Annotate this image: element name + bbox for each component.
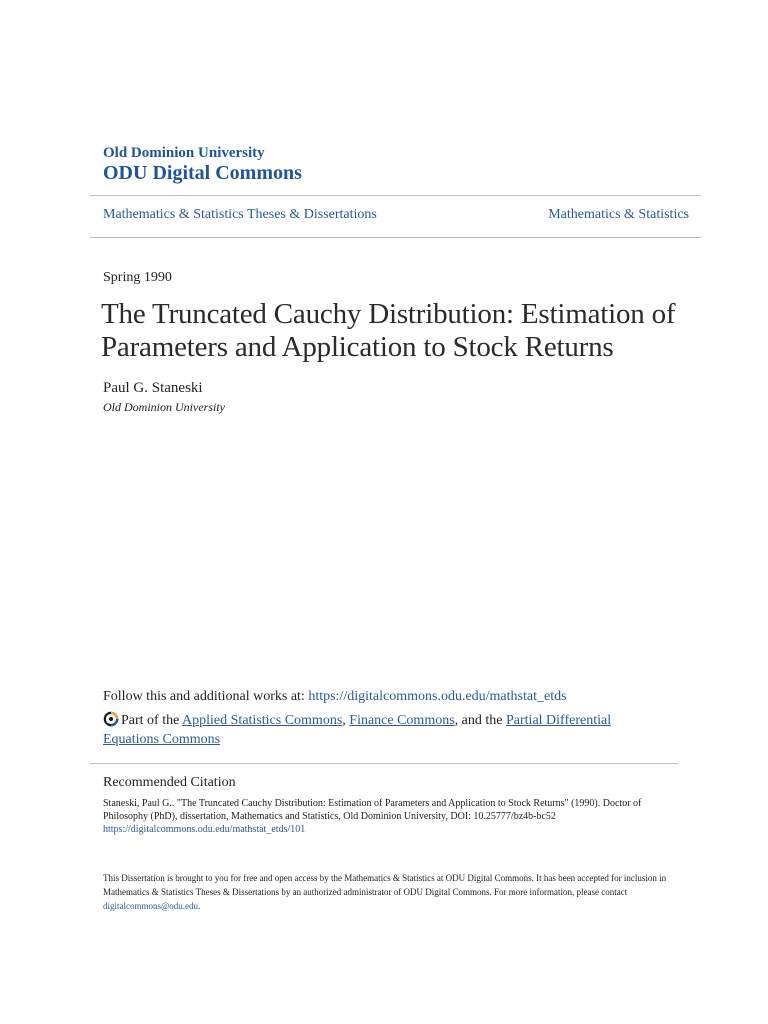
department-link[interactable]: Mathematics & Statistics [548, 207, 689, 222]
finance-commons-link[interactable]: Finance Commons [349, 713, 455, 728]
author-affiliation: Old Dominion University [103, 400, 225, 414]
citation-block [103, 797, 673, 836]
pde-commons-link[interactable]: Partial Differential Equations Commons [103, 713, 612, 747]
divider-nav [90, 237, 701, 238]
footer-notice [103, 871, 673, 913]
divider-citation [90, 763, 678, 764]
repository-name[interactable]: ODU Digital Commons [103, 162, 302, 184]
author-name: Paul G. Staneski [103, 380, 203, 396]
applied-statistics-commons-link[interactable]: Applied Statistics Commons [182, 713, 343, 728]
citation-link[interactable]: https://digitalcommons.odu.edu/mathstat_etds/101 [103, 824, 306, 835]
university-name[interactable]: Old Dominion University [103, 145, 265, 161]
document-title: The Truncated Cauchy Distribution: Estimation of Parameters and Application to Stock Returns [101, 298, 676, 363]
citation-text: Staneski, Paul G.. "The Truncated Cauchy Distribution: Estimation of Parameters and Application to Stock Returns" (1990). Doctor of Philosophy (PhD), dissertation, Mathematics and Statistics, Old Dominion University, DOI: 10.25777/bz4b-bc52 [103, 798, 642, 822]
citation-heading: Recommended Citation [103, 775, 236, 790]
part-of-line [103, 711, 623, 749]
contact-email-link[interactable]: digitalcommons@odu.edu [103, 901, 199, 911]
footer-end: . [198, 901, 201, 911]
follow-link[interactable]: https://digitalcommons.odu.edu/mathstat_etds [308, 689, 567, 704]
follow-prefix: Follow this and additional works at: [103, 689, 309, 704]
commons-network-icon [103, 711, 119, 727]
part-of-prefix: Part of the [121, 713, 183, 728]
publication-date: Spring 1990 [103, 270, 172, 285]
separator: , and the [454, 713, 506, 728]
series-link[interactable]: Mathematics & Statistics Theses & Dissertations [103, 207, 377, 222]
divider-top [90, 195, 701, 196]
footer-text: This Dissertation is brought to you for free and open access by the Mathematics & Statistics at ODU Digital Commons. It has been accepted for inclusion in Mathematics & Statistics Theses & Dissertations by an authorized administrator of ODU Digital Commons. For more information, please contact [103, 873, 667, 897]
follow-line [103, 689, 703, 705]
separator: , [342, 713, 350, 728]
